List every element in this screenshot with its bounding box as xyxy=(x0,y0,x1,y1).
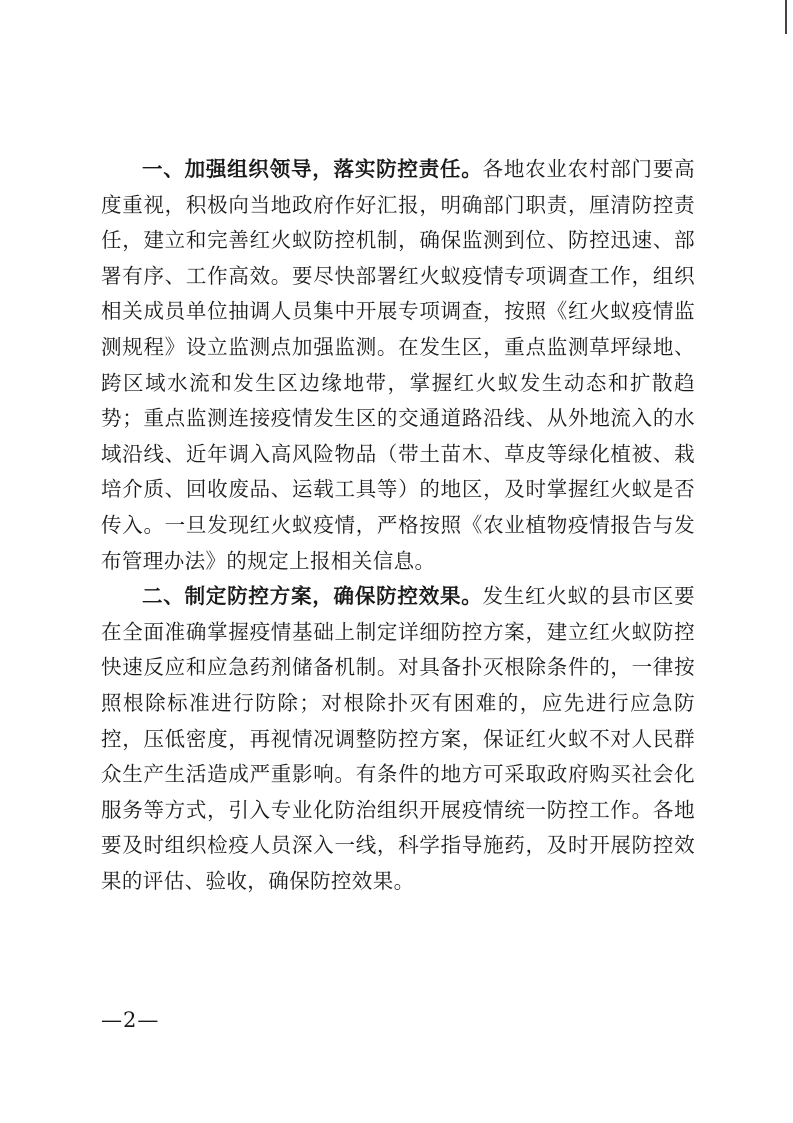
paragraph-heading: 一、加强组织领导，落实防控责任。 xyxy=(142,157,483,181)
paragraph-organization xyxy=(101,152,695,579)
document-body xyxy=(101,152,695,899)
paragraph-plan xyxy=(101,579,695,899)
paragraph-heading: 二、制定防控方案，确保防控效果。 xyxy=(142,584,483,609)
page-edge-mark xyxy=(785,0,787,34)
paragraph-text: 各地农业农村部门要高度重视，积极向当地政府作好汇报，明确部门职责，厘清防控责任，建立和完善红火蚁防控机制，确保监测到位、防控迅速、部署有序、工作高效。要尽快部署红火蚁疫情专项调查工作，组织相关成员单位抽调人员集中开展专项调查，按照《红火蚁疫情监测规程》设立监测点加强监测。在发生区，重点监测草坪绿地、跨区域水流和发生区边缘地带，掌握红火蚁发生动态和扩散趋势；重点监测连接疫情发生区的交通道路沿线、从外地流入的水域沿线、近年调入高风险物品（带土苗木、草皮等绿化植被、栽培介质、回收废品、运载工具等）的地区，及时掌握红火蚁是否传入。一旦发现红火蚁疫情，严格按照《农业植物疫情报告与发布管理办法》的规定上报相关信息。 xyxy=(101,157,696,573)
paragraph-text: 发生红火蚁的县市区要在全面准确掌握疫情基础上制定详细防控方案，建立红火蚁防控快速反应和应急药剂储备机制。对具备扑灭根除条件的，一律按照根除标准进行防除；对根除扑灭有困难的，应先进行应急防控，压低密度，再视情况调整防控方案，保证红火蚁不对人民群众生产生活造成严重影响。有条件的地方可采取政府购买社会化服务等方式，引入专业化防治组织开展疫情统一防控工作。各地要及时组织检疫人员深入一线，科学指导施药，及时开展防控效果的评估、验收，确保防控效果。 xyxy=(101,584,696,893)
page-number: —2— xyxy=(101,1008,160,1032)
